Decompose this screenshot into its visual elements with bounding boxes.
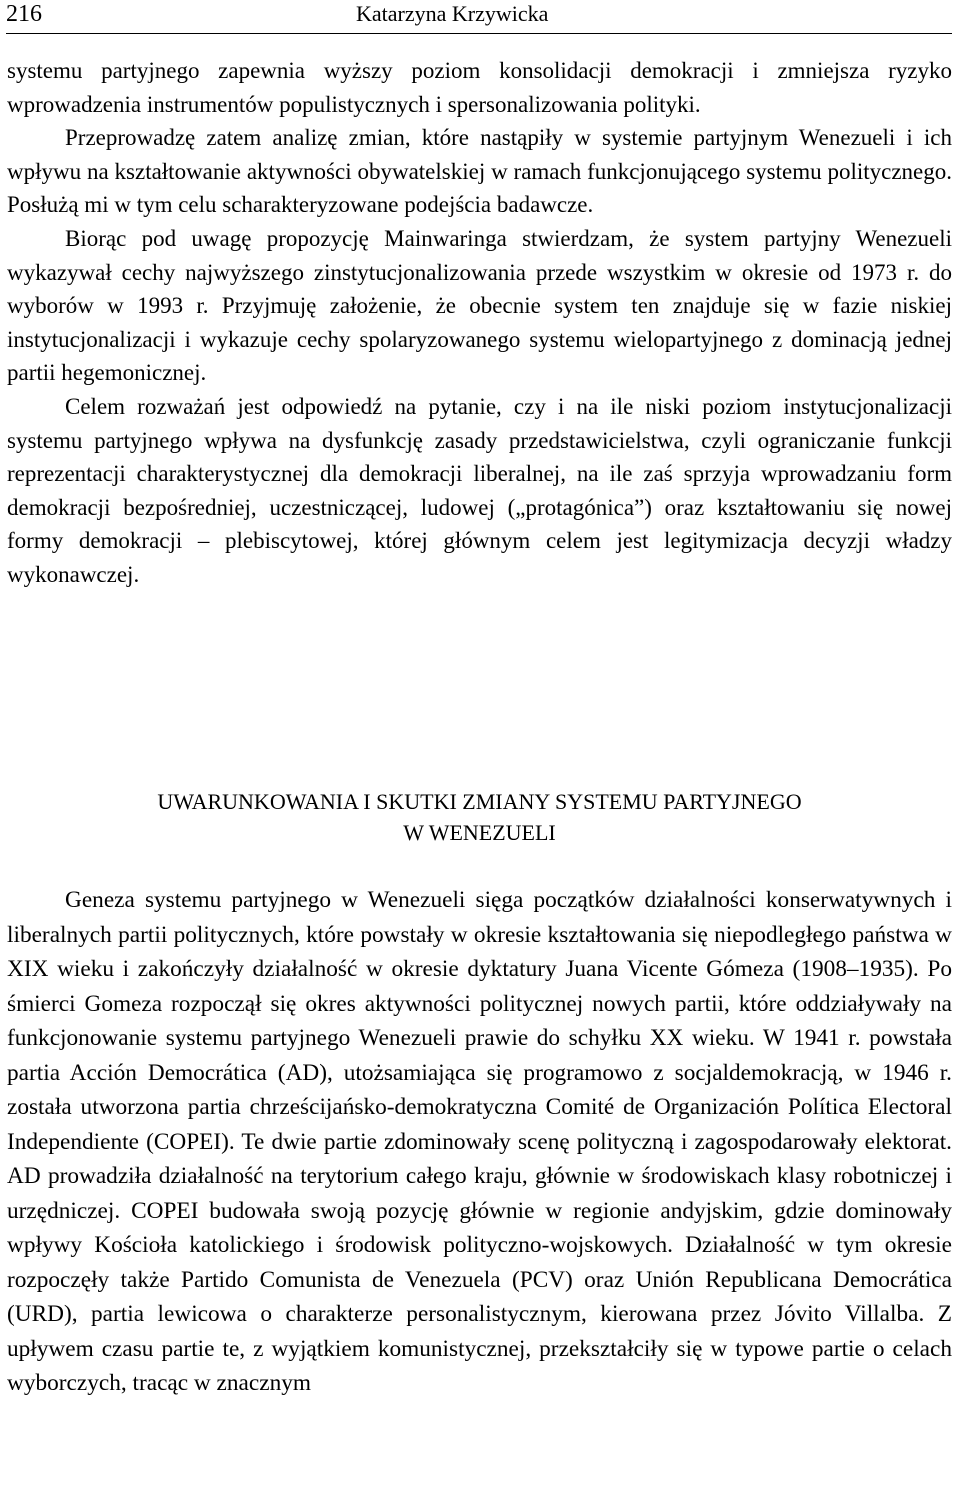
paragraph: Celem rozważań jest odpowiedź na pytanie, czy i na ile niski poziom instytucjonalizacji systemu partyjnego wpływa na dysfunkcję zasady przedstawicielstwa, czyli ograniczanie funkcji reprezentacji charakterystycznej dla demokracji liberalnej, na ile zaś sprzyja wprowadzaniu form demokracji bezpośredniej, uczestniczącej, ludowej („protagónica”) oraz kształtowaniu się nowej formy demokracji – plebiscytowej, której głównym celem jest legitymizacja decyzji władzy wykonawczej. bbox=[7, 393, 952, 587]
header-rule bbox=[6, 33, 952, 34]
page-number: 216 bbox=[6, 1, 42, 27]
page-header bbox=[6, 0, 952, 34]
paragraph: Przeprowadzę zatem analizę zmian, które nastąpiły w systemie partyjnym Wenezueli i ich wpływu na kształtowanie aktywności obywatelskiej w ramach funkcjonującego systemu politycznego. Posłużą mi w tym celu scharakteryzowane podejścia badawcze. bbox=[7, 125, 952, 218]
paragraph-continuation: systemu partyjnego zapewnia wyższy poziom konsolidacji demokracji i zmniejsza ryzyko wprowadzenia instrumentów populistycznych i spersonalizowania polityki. bbox=[7, 58, 952, 117]
paragraph: Biorąc pod uwagę propozycję Mainwaringa stwierdzam, że system partyjny Wenezueli wykazywał cechy najwyższego zinstytucjonalizowania przede wszystkim w okresie od 1973 r. do wyborów w 1993 r. Przyjmuję założenie, że obecnie system ten znajduje się w fazie niskiej instytucjonalizacji i wykazuje cechy spolaryzowanego systemu wielopartyjnego z dominacją jednej partii hegemonicznej. bbox=[7, 225, 952, 386]
running-head-author: Katarzyna Krzywicka bbox=[356, 1, 549, 26]
body-text-section-2 bbox=[7, 883, 952, 1401]
body-text-section-1 bbox=[7, 54, 952, 592]
section-heading-line: UWARUNKOWANIA I SKUTKI ZMIANY SYSTEMU PARTYJNEGO bbox=[157, 789, 802, 814]
section-heading bbox=[7, 786, 952, 848]
section-heading-line: W WENEZUELI bbox=[403, 820, 556, 845]
paragraph: Geneza systemu partyjnego w Wenezueli sięga początków działalności konserwatywnych i liberalnych partii politycznych, które powstały w okresie kształtowania się niepodległego państwa w XIX wieku i zakończyły działalność w okresie dyktatury Juana Vicente Gómeza (1908–1935). Po śmierci Gomeza rozpoczął się okres aktywności politycznej nowych partii, które oddziaływały na funkcjonowanie systemu partyjnego Wenezueli prawie do schyłku XX wieku. W 1941 r. powstała partia Acción Democrática (AD), utożsamiająca się programowo z socjaldemokracją, w 1946 r. została utworzona partia chrześcijańsko-demokratyczna Comité de Organización Política Electoral Independiente (COPEI). Te dwie partie zdominowały scenę polityczną i zagospodarowały elektorat. AD prowadziła działalność na terytorium całego kraju, głównie w środowiskach klasy robotniczej i urzędniczej. COPEI budowała swoją pozycję głównie w regionie andyjskim, gdzie dominowały wpływy Kościoła katolickiego i środowisk polityczno-wojskowych. Działalność w tym okresie rozpoczęły także Partido Comunista de Venezuela (PCV) oraz Unión Republicana Democrática (URD), partia lewicowa o charakterze personalistycznym, kierowana przez Jóvito Villalba. Z upływem czasu partie te, z wyjątkiem komunistycznej, przekształciły się w typowe partie o celach wyborczych, tracąc w znacznym bbox=[7, 887, 952, 1396]
